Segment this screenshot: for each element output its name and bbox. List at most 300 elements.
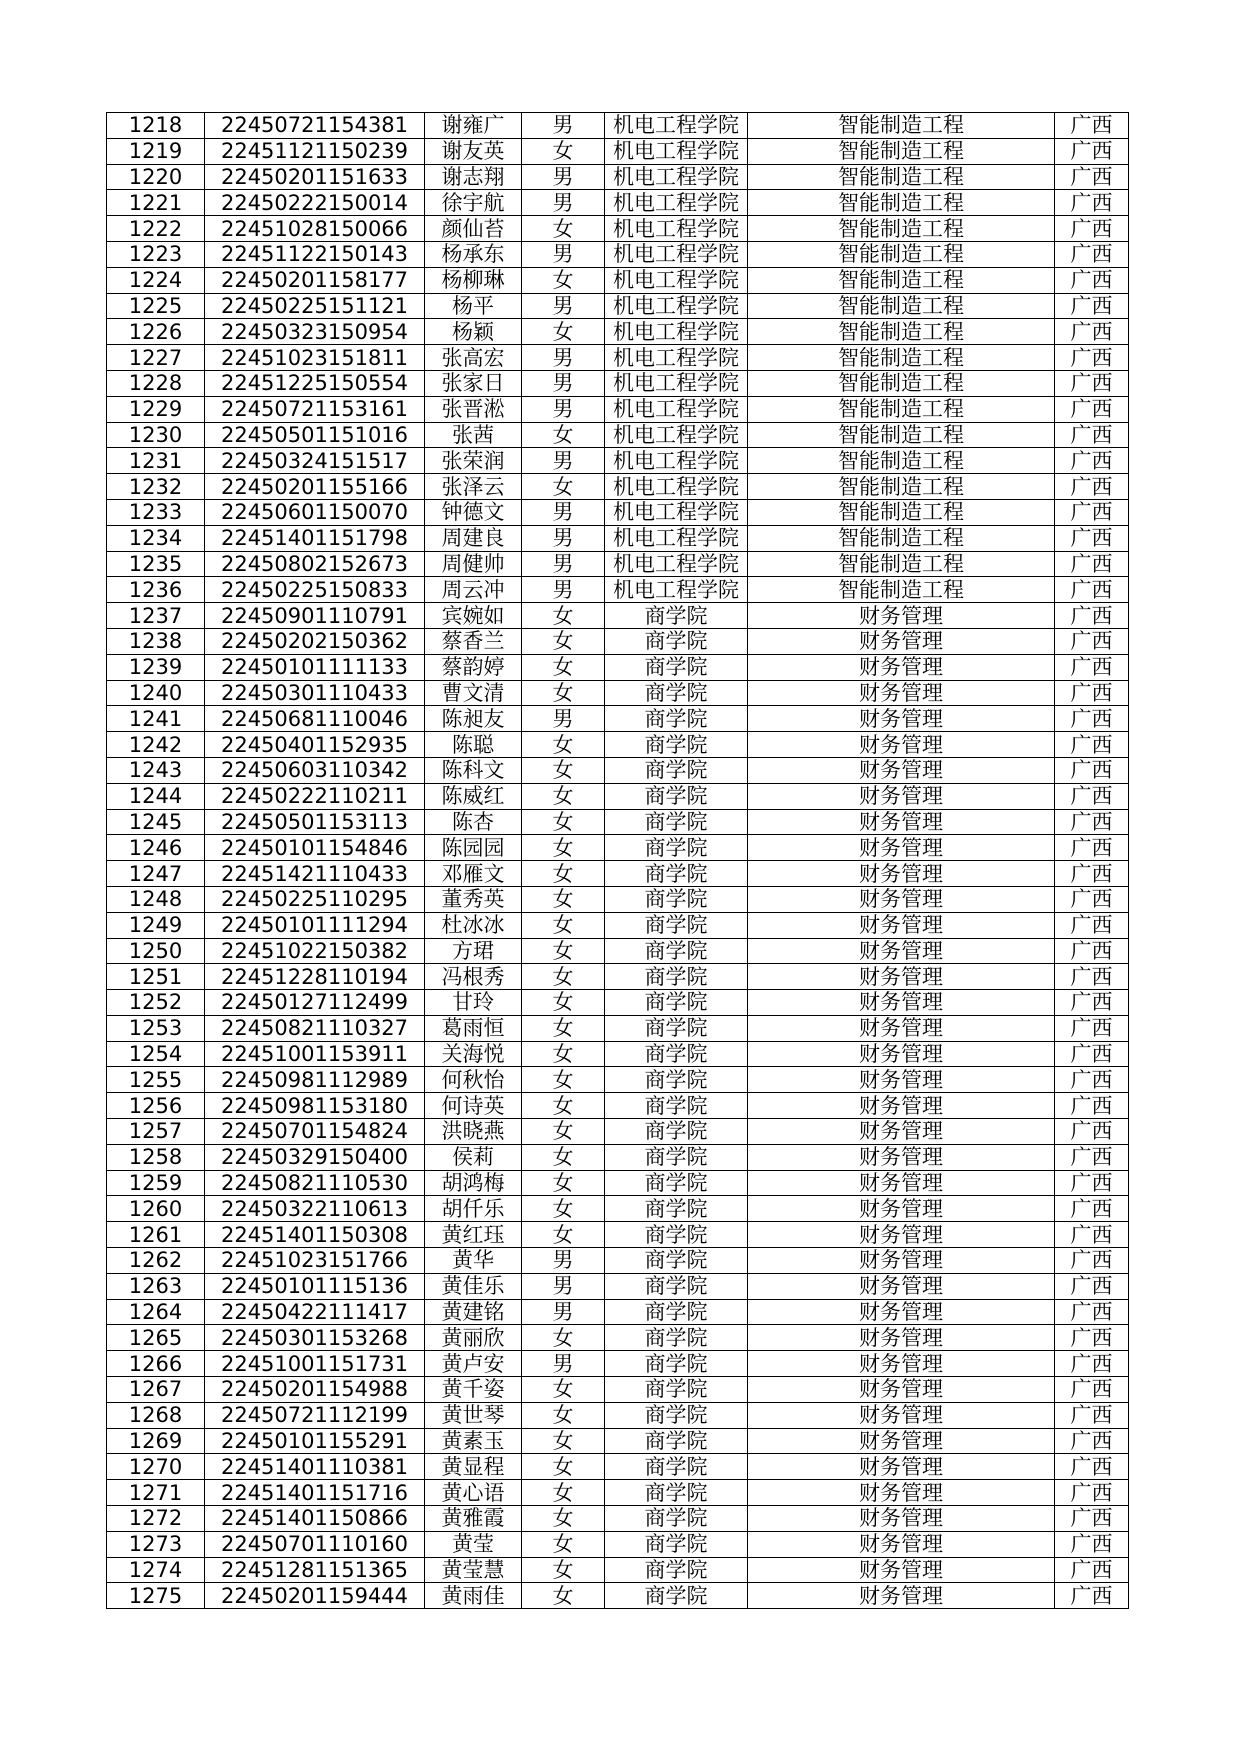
province-cell: 广西 bbox=[1055, 938, 1129, 964]
gender-cell: 女 bbox=[522, 1196, 605, 1222]
table-row bbox=[107, 1299, 1129, 1325]
row-number-cell: 1270 bbox=[107, 1454, 205, 1480]
row-number-cell: 1246 bbox=[107, 835, 205, 861]
table-row bbox=[107, 1557, 1129, 1583]
student-name-cell: 杨颖 bbox=[425, 319, 522, 345]
major-cell: 财务管理 bbox=[748, 1428, 1055, 1454]
gender-cell: 女 bbox=[522, 1119, 605, 1145]
student-id-cell: 22450501151016 bbox=[205, 422, 425, 448]
student-name-cell: 蔡香兰 bbox=[425, 628, 522, 654]
row-number-cell: 1247 bbox=[107, 861, 205, 887]
row-number-cell: 1245 bbox=[107, 809, 205, 835]
row-number-cell: 1236 bbox=[107, 577, 205, 603]
gender-cell: 女 bbox=[522, 1093, 605, 1119]
student-name-cell: 陈杏 bbox=[425, 809, 522, 835]
gender-cell: 女 bbox=[522, 1557, 605, 1583]
gender-cell: 女 bbox=[522, 1170, 605, 1196]
major-cell: 财务管理 bbox=[748, 1144, 1055, 1170]
table-row bbox=[107, 1325, 1129, 1351]
province-cell: 广西 bbox=[1055, 1248, 1129, 1274]
student-id-cell: 22450721154381 bbox=[205, 113, 425, 139]
row-number-cell: 1228 bbox=[107, 370, 205, 396]
student-name-cell: 陈聪 bbox=[425, 732, 522, 758]
province-cell: 广西 bbox=[1055, 1557, 1129, 1583]
table-row bbox=[107, 1531, 1129, 1557]
student-id-cell: 22451401150866 bbox=[205, 1506, 425, 1532]
college-cell: 机电工程学院 bbox=[605, 138, 748, 164]
row-number-cell: 1224 bbox=[107, 267, 205, 293]
gender-cell: 男 bbox=[522, 551, 605, 577]
gender-cell: 男 bbox=[522, 164, 605, 190]
major-cell: 财务管理 bbox=[748, 1015, 1055, 1041]
table-row bbox=[107, 1480, 1129, 1506]
row-number-cell: 1221 bbox=[107, 190, 205, 216]
gender-cell: 男 bbox=[522, 370, 605, 396]
student-id-cell: 22450322110613 bbox=[205, 1196, 425, 1222]
major-cell: 财务管理 bbox=[748, 861, 1055, 887]
major-cell: 财务管理 bbox=[748, 680, 1055, 706]
gender-cell: 男 bbox=[522, 577, 605, 603]
gender-cell: 女 bbox=[522, 1506, 605, 1532]
student-name-cell: 陈科文 bbox=[425, 757, 522, 783]
student-name-cell: 黄雨佳 bbox=[425, 1583, 522, 1609]
student-id-cell: 22450501153113 bbox=[205, 809, 425, 835]
province-cell: 广西 bbox=[1055, 628, 1129, 654]
province-cell: 广西 bbox=[1055, 551, 1129, 577]
major-cell: 智能制造工程 bbox=[748, 138, 1055, 164]
student-name-cell: 黄华 bbox=[425, 1248, 522, 1274]
gender-cell: 女 bbox=[522, 886, 605, 912]
gender-cell: 女 bbox=[522, 422, 605, 448]
row-number-cell: 1249 bbox=[107, 912, 205, 938]
province-cell: 广西 bbox=[1055, 577, 1129, 603]
college-cell: 商学院 bbox=[605, 1506, 748, 1532]
student-name-cell: 陈威红 bbox=[425, 783, 522, 809]
row-number-cell: 1255 bbox=[107, 1067, 205, 1093]
province-cell: 广西 bbox=[1055, 293, 1129, 319]
gender-cell: 女 bbox=[522, 1067, 605, 1093]
college-cell: 机电工程学院 bbox=[605, 164, 748, 190]
major-cell: 财务管理 bbox=[748, 1402, 1055, 1428]
student-name-cell: 杨承东 bbox=[425, 241, 522, 267]
gender-cell: 男 bbox=[522, 241, 605, 267]
student-name-cell: 冯根秀 bbox=[425, 964, 522, 990]
college-cell: 机电工程学院 bbox=[605, 551, 748, 577]
province-cell: 广西 bbox=[1055, 396, 1129, 422]
major-cell: 智能制造工程 bbox=[748, 345, 1055, 371]
row-number-cell: 1218 bbox=[107, 113, 205, 139]
student-name-cell: 方珺 bbox=[425, 938, 522, 964]
student-id-cell: 22451421110433 bbox=[205, 861, 425, 887]
student-name-cell: 谢志翔 bbox=[425, 164, 522, 190]
student-name-cell: 张家日 bbox=[425, 370, 522, 396]
province-cell: 广西 bbox=[1055, 680, 1129, 706]
major-cell: 财务管理 bbox=[748, 1067, 1055, 1093]
table-row bbox=[107, 1351, 1129, 1377]
student-id-cell: 22450981112989 bbox=[205, 1067, 425, 1093]
college-cell: 机电工程学院 bbox=[605, 577, 748, 603]
student-name-cell: 黄素玉 bbox=[425, 1428, 522, 1454]
row-number-cell: 1258 bbox=[107, 1144, 205, 1170]
province-cell: 广西 bbox=[1055, 370, 1129, 396]
college-cell: 机电工程学院 bbox=[605, 267, 748, 293]
college-cell: 商学院 bbox=[605, 1196, 748, 1222]
college-cell: 商学院 bbox=[605, 732, 748, 758]
row-number-cell: 1253 bbox=[107, 1015, 205, 1041]
major-cell: 财务管理 bbox=[748, 1351, 1055, 1377]
college-cell: 商学院 bbox=[605, 1377, 748, 1403]
gender-cell: 女 bbox=[522, 732, 605, 758]
student-name-cell: 钟德文 bbox=[425, 499, 522, 525]
student-id-cell: 22450681110046 bbox=[205, 706, 425, 732]
province-cell: 广西 bbox=[1055, 732, 1129, 758]
table-row bbox=[107, 1170, 1129, 1196]
table-row bbox=[107, 319, 1129, 345]
gender-cell: 女 bbox=[522, 990, 605, 1016]
major-cell: 财务管理 bbox=[748, 1583, 1055, 1609]
province-cell: 广西 bbox=[1055, 190, 1129, 216]
table-row bbox=[107, 1196, 1129, 1222]
student-id-cell: 22450201158177 bbox=[205, 267, 425, 293]
gender-cell: 男 bbox=[522, 525, 605, 551]
province-cell: 广西 bbox=[1055, 241, 1129, 267]
gender-cell: 女 bbox=[522, 1377, 605, 1403]
student-id-cell: 22451023151811 bbox=[205, 345, 425, 371]
row-number-cell: 1237 bbox=[107, 603, 205, 629]
gender-cell: 女 bbox=[522, 216, 605, 242]
table-row bbox=[107, 1583, 1129, 1609]
gender-cell: 男 bbox=[522, 396, 605, 422]
student-name-cell: 甘玲 bbox=[425, 990, 522, 1016]
province-cell: 广西 bbox=[1055, 1325, 1129, 1351]
major-cell: 财务管理 bbox=[748, 783, 1055, 809]
college-cell: 商学院 bbox=[605, 912, 748, 938]
student-name-cell: 葛雨恒 bbox=[425, 1015, 522, 1041]
province-cell: 广西 bbox=[1055, 990, 1129, 1016]
province-cell: 广西 bbox=[1055, 422, 1129, 448]
major-cell: 财务管理 bbox=[748, 1248, 1055, 1274]
gender-cell: 女 bbox=[522, 1222, 605, 1248]
major-cell: 财务管理 bbox=[748, 938, 1055, 964]
row-number-cell: 1254 bbox=[107, 1041, 205, 1067]
major-cell: 财务管理 bbox=[748, 912, 1055, 938]
table-row bbox=[107, 1093, 1129, 1119]
major-cell: 财务管理 bbox=[748, 990, 1055, 1016]
student-name-cell: 张荣润 bbox=[425, 448, 522, 474]
table-row bbox=[107, 422, 1129, 448]
student-name-cell: 黄世琴 bbox=[425, 1402, 522, 1428]
major-cell: 财务管理 bbox=[748, 835, 1055, 861]
major-cell: 财务管理 bbox=[748, 1325, 1055, 1351]
major-cell: 财务管理 bbox=[748, 1480, 1055, 1506]
major-cell: 智能制造工程 bbox=[748, 474, 1055, 500]
province-cell: 广西 bbox=[1055, 1196, 1129, 1222]
student-name-cell: 徐宇航 bbox=[425, 190, 522, 216]
gender-cell: 男 bbox=[522, 1248, 605, 1274]
student-id-cell: 22451401151798 bbox=[205, 525, 425, 551]
table-row bbox=[107, 448, 1129, 474]
student-name-cell: 周建良 bbox=[425, 525, 522, 551]
table-row bbox=[107, 809, 1129, 835]
student-name-cell: 何诗英 bbox=[425, 1093, 522, 1119]
college-cell: 商学院 bbox=[605, 706, 748, 732]
table-row bbox=[107, 680, 1129, 706]
table-row bbox=[107, 113, 1129, 139]
gender-cell: 女 bbox=[522, 1583, 605, 1609]
student-name-cell: 谢雍广 bbox=[425, 113, 522, 139]
major-cell: 财务管理 bbox=[748, 1531, 1055, 1557]
college-cell: 商学院 bbox=[605, 886, 748, 912]
college-cell: 机电工程学院 bbox=[605, 396, 748, 422]
province-cell: 广西 bbox=[1055, 1222, 1129, 1248]
major-cell: 财务管理 bbox=[748, 757, 1055, 783]
college-cell: 商学院 bbox=[605, 1531, 748, 1557]
college-cell: 商学院 bbox=[605, 1583, 748, 1609]
college-cell: 商学院 bbox=[605, 938, 748, 964]
student-name-cell: 黄佳乐 bbox=[425, 1273, 522, 1299]
major-cell: 智能制造工程 bbox=[748, 241, 1055, 267]
province-cell: 广西 bbox=[1055, 1170, 1129, 1196]
college-cell: 商学院 bbox=[605, 1015, 748, 1041]
row-number-cell: 1223 bbox=[107, 241, 205, 267]
student-id-cell: 22450701154824 bbox=[205, 1119, 425, 1145]
gender-cell: 女 bbox=[522, 603, 605, 629]
student-id-cell: 22451281151365 bbox=[205, 1557, 425, 1583]
student-id-cell: 22451023151766 bbox=[205, 1248, 425, 1274]
college-cell: 机电工程学院 bbox=[605, 345, 748, 371]
table-row bbox=[107, 370, 1129, 396]
student-name-cell: 陈昶友 bbox=[425, 706, 522, 732]
gender-cell: 女 bbox=[522, 1531, 605, 1557]
college-cell: 商学院 bbox=[605, 1041, 748, 1067]
province-cell: 广西 bbox=[1055, 474, 1129, 500]
college-cell: 商学院 bbox=[605, 1248, 748, 1274]
table-row bbox=[107, 525, 1129, 551]
student-id-cell: 22450329150400 bbox=[205, 1144, 425, 1170]
student-id-cell: 22450821110530 bbox=[205, 1170, 425, 1196]
gender-cell: 女 bbox=[522, 1428, 605, 1454]
row-number-cell: 1256 bbox=[107, 1093, 205, 1119]
college-cell: 机电工程学院 bbox=[605, 190, 748, 216]
college-cell: 机电工程学院 bbox=[605, 499, 748, 525]
province-cell: 广西 bbox=[1055, 1377, 1129, 1403]
student-id-cell: 22451022150382 bbox=[205, 938, 425, 964]
table-row bbox=[107, 990, 1129, 1016]
college-cell: 商学院 bbox=[605, 680, 748, 706]
major-cell: 智能制造工程 bbox=[748, 577, 1055, 603]
major-cell: 财务管理 bbox=[748, 628, 1055, 654]
student-id-cell: 22450202150362 bbox=[205, 628, 425, 654]
province-cell: 广西 bbox=[1055, 1041, 1129, 1067]
province-cell: 广西 bbox=[1055, 319, 1129, 345]
college-cell: 商学院 bbox=[605, 964, 748, 990]
table-row bbox=[107, 886, 1129, 912]
college-cell: 商学院 bbox=[605, 835, 748, 861]
table-row bbox=[107, 267, 1129, 293]
province-cell: 广西 bbox=[1055, 809, 1129, 835]
table-row bbox=[107, 1041, 1129, 1067]
table-row bbox=[107, 603, 1129, 629]
student-id-cell: 22450901110791 bbox=[205, 603, 425, 629]
province-cell: 广西 bbox=[1055, 1428, 1129, 1454]
gender-cell: 男 bbox=[522, 1351, 605, 1377]
student-name-cell: 黄雅霞 bbox=[425, 1506, 522, 1532]
student-name-cell: 黄千姿 bbox=[425, 1377, 522, 1403]
table-row bbox=[107, 912, 1129, 938]
row-number-cell: 1261 bbox=[107, 1222, 205, 1248]
row-number-cell: 1222 bbox=[107, 216, 205, 242]
student-id-cell: 22450721112199 bbox=[205, 1402, 425, 1428]
table-row bbox=[107, 1454, 1129, 1480]
row-number-cell: 1267 bbox=[107, 1377, 205, 1403]
student-id-cell: 22450201151633 bbox=[205, 164, 425, 190]
row-number-cell: 1251 bbox=[107, 964, 205, 990]
row-number-cell: 1232 bbox=[107, 474, 205, 500]
student-id-cell: 22451225150554 bbox=[205, 370, 425, 396]
student-id-cell: 22451001153911 bbox=[205, 1041, 425, 1067]
major-cell: 财务管理 bbox=[748, 1119, 1055, 1145]
major-cell: 财务管理 bbox=[748, 1506, 1055, 1532]
province-cell: 广西 bbox=[1055, 499, 1129, 525]
table-row bbox=[107, 706, 1129, 732]
student-name-cell: 黄红珏 bbox=[425, 1222, 522, 1248]
college-cell: 机电工程学院 bbox=[605, 293, 748, 319]
gender-cell: 女 bbox=[522, 1454, 605, 1480]
student-name-cell: 洪晓燕 bbox=[425, 1119, 522, 1145]
gender-cell: 男 bbox=[522, 113, 605, 139]
province-cell: 广西 bbox=[1055, 1531, 1129, 1557]
row-number-cell: 1271 bbox=[107, 1480, 205, 1506]
major-cell: 财务管理 bbox=[748, 1041, 1055, 1067]
gender-cell: 男 bbox=[522, 706, 605, 732]
major-cell: 智能制造工程 bbox=[748, 396, 1055, 422]
row-number-cell: 1248 bbox=[107, 886, 205, 912]
table-row bbox=[107, 861, 1129, 887]
table-row bbox=[107, 241, 1129, 267]
province-cell: 广西 bbox=[1055, 1015, 1129, 1041]
major-cell: 智能制造工程 bbox=[748, 551, 1055, 577]
row-number-cell: 1227 bbox=[107, 345, 205, 371]
student-id-cell: 22451028150066 bbox=[205, 216, 425, 242]
gender-cell: 女 bbox=[522, 1480, 605, 1506]
table-row bbox=[107, 1015, 1129, 1041]
student-name-cell: 宾婉如 bbox=[425, 603, 522, 629]
major-cell: 智能制造工程 bbox=[748, 190, 1055, 216]
row-number-cell: 1257 bbox=[107, 1119, 205, 1145]
college-cell: 商学院 bbox=[605, 1557, 748, 1583]
major-cell: 财务管理 bbox=[748, 1557, 1055, 1583]
gender-cell: 女 bbox=[522, 1041, 605, 1067]
student-name-cell: 周健帅 bbox=[425, 551, 522, 577]
major-cell: 财务管理 bbox=[748, 1377, 1055, 1403]
student-id-cell: 22450225110295 bbox=[205, 886, 425, 912]
major-cell: 智能制造工程 bbox=[748, 164, 1055, 190]
student-id-cell: 22450201155166 bbox=[205, 474, 425, 500]
gender-cell: 女 bbox=[522, 964, 605, 990]
province-cell: 广西 bbox=[1055, 964, 1129, 990]
province-cell: 广西 bbox=[1055, 525, 1129, 551]
major-cell: 财务管理 bbox=[748, 809, 1055, 835]
row-number-cell: 1250 bbox=[107, 938, 205, 964]
major-cell: 智能制造工程 bbox=[748, 293, 1055, 319]
gender-cell: 女 bbox=[522, 835, 605, 861]
major-cell: 智能制造工程 bbox=[748, 216, 1055, 242]
major-cell: 财务管理 bbox=[748, 654, 1055, 680]
college-cell: 机电工程学院 bbox=[605, 370, 748, 396]
row-number-cell: 1234 bbox=[107, 525, 205, 551]
table-row bbox=[107, 757, 1129, 783]
student-name-cell: 张晋淞 bbox=[425, 396, 522, 422]
row-number-cell: 1239 bbox=[107, 654, 205, 680]
gender-cell: 女 bbox=[522, 757, 605, 783]
gender-cell: 女 bbox=[522, 628, 605, 654]
province-cell: 广西 bbox=[1055, 113, 1129, 139]
table-row bbox=[107, 628, 1129, 654]
student-name-cell: 张茜 bbox=[425, 422, 522, 448]
table-row bbox=[107, 732, 1129, 758]
table-row bbox=[107, 1222, 1129, 1248]
college-cell: 商学院 bbox=[605, 1093, 748, 1119]
major-cell: 财务管理 bbox=[748, 886, 1055, 912]
gender-cell: 男 bbox=[522, 448, 605, 474]
gender-cell: 男 bbox=[522, 345, 605, 371]
row-number-cell: 1242 bbox=[107, 732, 205, 758]
row-number-cell: 1230 bbox=[107, 422, 205, 448]
province-cell: 广西 bbox=[1055, 1351, 1129, 1377]
row-number-cell: 1226 bbox=[107, 319, 205, 345]
gender-cell: 女 bbox=[522, 138, 605, 164]
province-cell: 广西 bbox=[1055, 1402, 1129, 1428]
college-cell: 机电工程学院 bbox=[605, 216, 748, 242]
student-name-cell: 黄丽欣 bbox=[425, 1325, 522, 1351]
gender-cell: 女 bbox=[522, 783, 605, 809]
student-id-cell: 22450422111417 bbox=[205, 1299, 425, 1325]
college-cell: 商学院 bbox=[605, 1067, 748, 1093]
student-id-cell: 22451401110381 bbox=[205, 1454, 425, 1480]
college-cell: 商学院 bbox=[605, 1480, 748, 1506]
major-cell: 财务管理 bbox=[748, 1273, 1055, 1299]
gender-cell: 女 bbox=[522, 474, 605, 500]
gender-cell: 女 bbox=[522, 912, 605, 938]
table-row bbox=[107, 293, 1129, 319]
student-id-cell: 22450821110327 bbox=[205, 1015, 425, 1041]
college-cell: 机电工程学院 bbox=[605, 319, 748, 345]
student-id-cell: 22450225151121 bbox=[205, 293, 425, 319]
row-number-cell: 1244 bbox=[107, 783, 205, 809]
table-row bbox=[107, 1119, 1129, 1145]
province-cell: 广西 bbox=[1055, 1480, 1129, 1506]
student-name-cell: 黄显程 bbox=[425, 1454, 522, 1480]
student-id-cell: 22450401152935 bbox=[205, 732, 425, 758]
province-cell: 广西 bbox=[1055, 164, 1129, 190]
student-id-cell: 22450981153180 bbox=[205, 1093, 425, 1119]
student-name-cell: 杨平 bbox=[425, 293, 522, 319]
college-cell: 商学院 bbox=[605, 654, 748, 680]
gender-cell: 女 bbox=[522, 267, 605, 293]
student-name-cell: 曹文清 bbox=[425, 680, 522, 706]
student-id-cell: 22450222110211 bbox=[205, 783, 425, 809]
student-name-cell: 杨柳琳 bbox=[425, 267, 522, 293]
table-row bbox=[107, 654, 1129, 680]
table-row bbox=[107, 1067, 1129, 1093]
major-cell: 智能制造工程 bbox=[748, 422, 1055, 448]
student-id-cell: 22450601150070 bbox=[205, 499, 425, 525]
student-name-cell: 黄心语 bbox=[425, 1480, 522, 1506]
major-cell: 智能制造工程 bbox=[748, 499, 1055, 525]
province-cell: 广西 bbox=[1055, 1273, 1129, 1299]
gender-cell: 女 bbox=[522, 1325, 605, 1351]
college-cell: 商学院 bbox=[605, 1454, 748, 1480]
